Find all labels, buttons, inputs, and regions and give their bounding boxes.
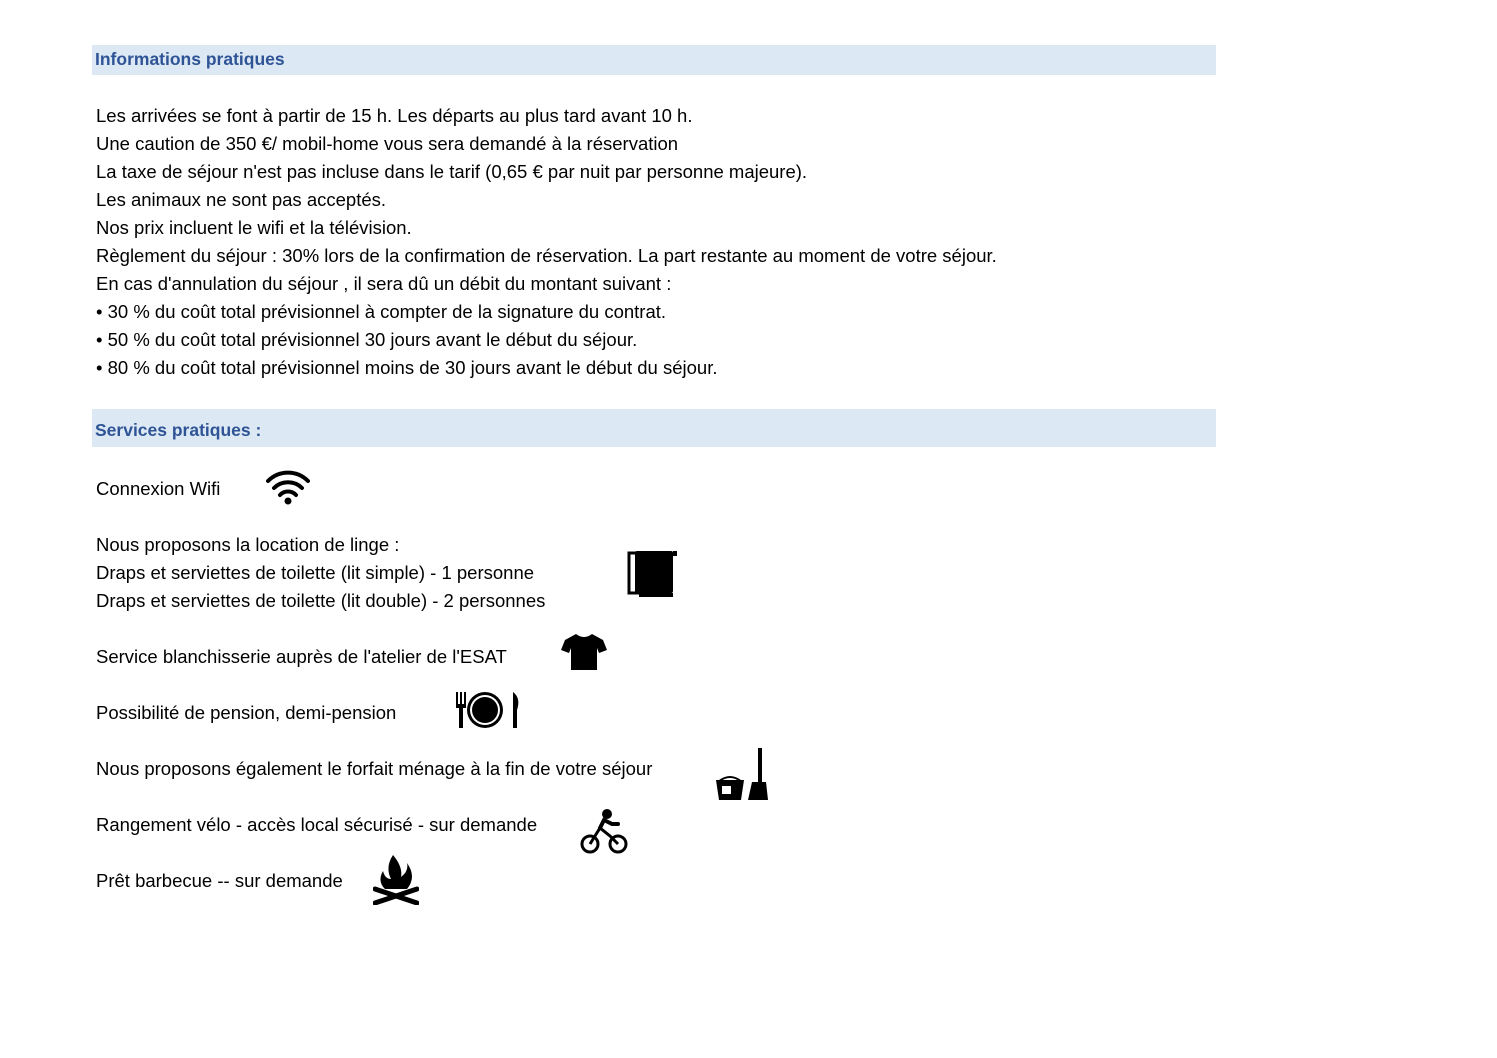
service-bbq-label: Prêt barbecue -- sur demande [96,870,343,891]
info-line-cancel-80: • 80 % du coût total prévisionnel moins de 30 jours avant le début du séjour. [96,357,718,378]
info-line-cancellation: En cas d'annulation du séjour , il sera dû un débit du montant suivant : [96,273,672,294]
info-line-payment: Règlement du séjour : 30% lors de la confirmation de réservation. La part restante au moment de votre séjour. [96,245,997,266]
info-section-header [92,45,1216,75]
info-line-wifi-tv: Nos prix incluent le wifi et la télévision. [96,217,412,238]
info-line-deposit: Une caution de 350 €/ mobil-home vous sera demandé à la réservation [96,133,679,154]
info-heading: Informations pratiques [95,49,285,69]
service-linen-double: Draps et serviettes de toilette (lit double) - 2 personnes [96,590,546,611]
wifi-icon [264,470,312,506]
service-linen-intro: Nous proposons la location de linge : [96,534,400,555]
cyclist-icon [580,808,628,854]
plate-cutlery-icon [453,690,525,732]
service-bike-label: Rangement vélo - accès local sécurisé - sur demande [96,814,538,835]
service-linen-single: Draps et serviettes de toilette (lit simple) - 1 personne [96,562,535,583]
info-line-cancel-30: • 30 % du coût total prévisionnel à compter de la signature du contrat. [96,301,667,322]
tshirt-icon [561,632,607,672]
service-cleaning-label: Nous proposons également le forfait ménage à la fin de votre séjour [96,758,653,779]
services-heading: Services pratiques : [95,420,262,440]
services-section-header [92,409,1216,447]
campfire-icon [373,853,419,905]
towel-icon [627,549,681,599]
info-line-cancel-50: • 50 % du coût total prévisionnel 30 jours avant le début du séjour. [96,329,638,350]
service-meals-label: Possibilité de pension, demi-pension [96,702,397,723]
service-wifi-label: Connexion Wifi [96,478,221,499]
bucket-broom-icon [714,746,768,802]
service-laundry-label: Service blanchisserie auprès de l'atelier de l'ESAT [96,646,507,667]
info-line-animals: Les animaux ne sont pas acceptés. [96,189,387,210]
info-line-tax: La taxe de séjour n'est pas incluse dans le tarif (0,65 € par nuit par personne majeure). [96,161,808,182]
info-line-arrivals: Les arrivées se font à partir de 15 h. Les départs au plus tard avant 10 h. [96,105,693,126]
